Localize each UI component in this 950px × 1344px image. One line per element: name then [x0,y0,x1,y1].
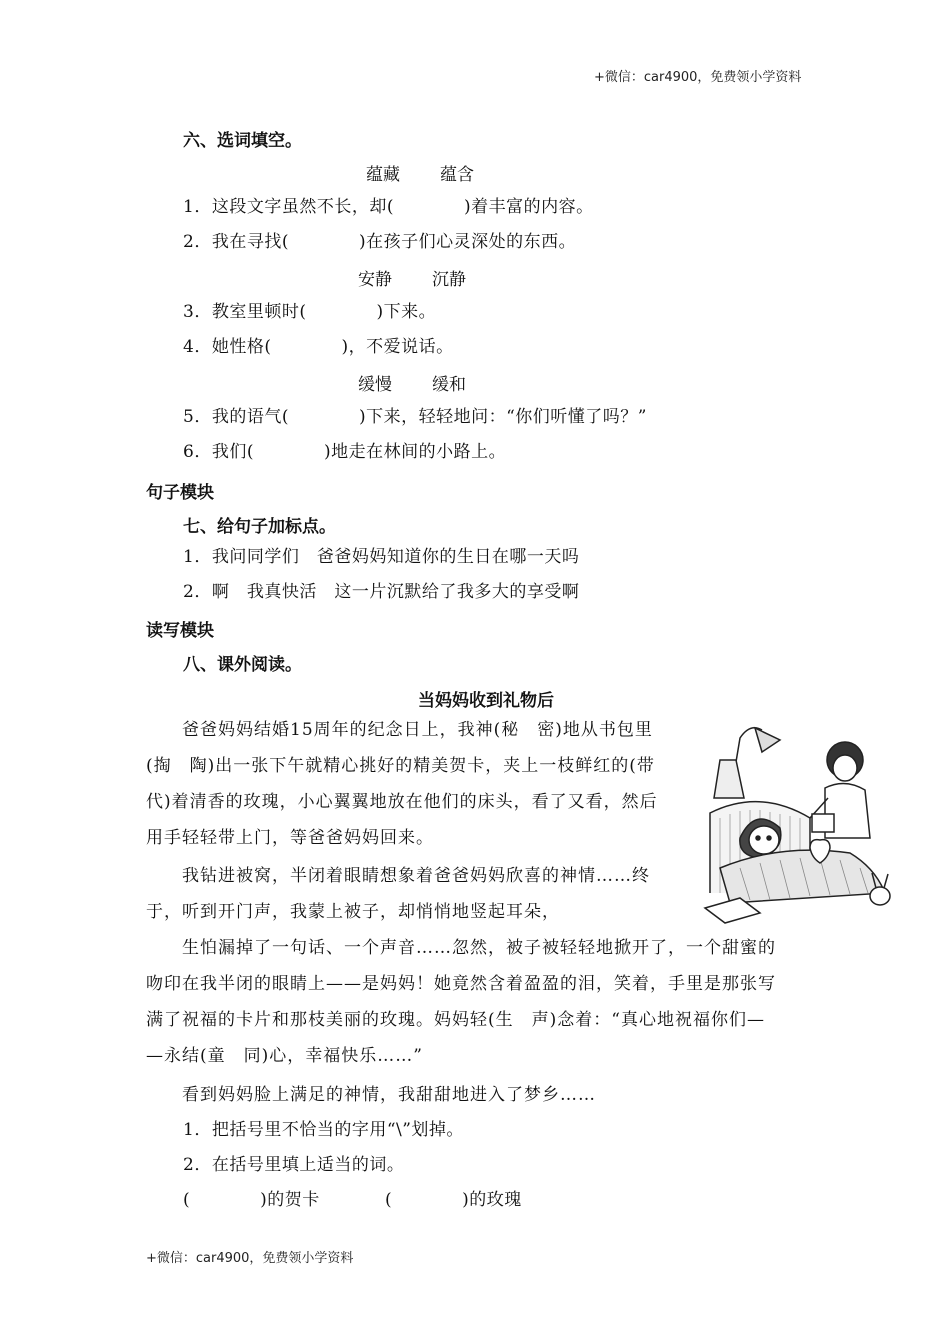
section6-title: 六、选词填空。 [183,131,302,151]
word-option: 安静 [358,270,392,290]
question-6-1: 1．这段文字虽然不长，却( )着丰富的内容。 [183,197,594,217]
word-option: 蕴含 [440,165,474,185]
word-option: 缓和 [432,375,466,395]
paragraph-1-line: (掏 陶)出一张下午就精心挑好的精美贺卡，夹上一枝鲜红的(带 [146,756,655,776]
word-option: 沉静 [432,270,466,290]
paragraph-2-line: 于，听到开门声，我蒙上被子，却悄悄地竖起耳朵， [146,902,560,922]
module-sentence-heading: 句子模块 [146,483,214,503]
paragraph-2-line: 我钻进被窝，半闭着眼睛想象着爸爸妈妈欣喜的神情……终 [146,866,650,886]
story-illustration [700,718,900,928]
word-option: 缓慢 [358,375,392,395]
paragraph-1-line: 代)着清香的玫瑰，小心翼翼地放在他们的床头，看了又看，然后 [146,792,658,812]
question-7-1: 1．我问同学们 爸爸妈妈知道你的生日在哪一天吗 [183,547,580,567]
paragraph-1-line: 爸爸妈妈结婚15周年的纪念日上，我神(秘 密)地从书包里 [146,720,653,740]
word-option: 蕴藏 [366,165,400,185]
paragraph-3-line: —永结(童 同)心，幸福快乐……” [146,1046,423,1066]
word-group-1 [366,160,474,185]
question-6-5: 5．我的语气( )下来，轻轻地问：“你们听懂了吗？” [183,407,647,427]
paragraph-1-line: 用手轻轻带上门，等爸爸妈妈回来。 [146,828,434,848]
question-6-6: 6．我们( )地走在林间的小路上。 [183,442,507,462]
paragraph-3-line: 满了祝福的卡片和那枝美丽的玫瑰。妈妈轻(生 声)念着：“真心地祝福你们— [146,1010,765,1030]
question-8-1: 1．把括号里不恰当的字用“\”划掉。 [183,1120,464,1140]
module-reading-heading: 读写模块 [146,621,214,641]
blank-rose: ( )的玫瑰 [385,1190,522,1210]
paragraph-3-line: 吻印在我半闭的眼睛上——是妈妈！她竟然含着盈盈的泪，笑着，手里是那张写 [146,974,776,994]
question-6-3: 3．教室里顿时( )下来。 [183,302,437,322]
header-watermark: +微信：car4900，免费领小学资料 [594,70,802,85]
question-7-2: 2．啊 我真快活 这一片沉默给了我多大的享受啊 [183,582,580,602]
section7-title: 七、给句子加标点。 [183,517,336,537]
section8-title: 八、课外阅读。 [183,655,302,675]
question-6-4: 4．她性格( )，不爱说话。 [183,337,454,357]
question-8-2: 2．在括号里填上适当的词。 [183,1155,405,1175]
story-title: 当妈妈收到礼物后 [418,691,554,711]
paragraph-4: 看到妈妈脸上满足的神情，我甜甜地进入了梦乡…… [146,1085,596,1105]
footer-watermark: +微信：car4900，免费领小学资料 [146,1251,354,1266]
paragraph-3-line: 生怕漏掉了一句话、一个声音……忽然，被子被轻轻地掀开了，一个甜蜜的 [146,938,776,958]
blank-card: ( )的贺卡 [183,1190,320,1210]
word-group-2 [358,265,466,290]
question-6-2: 2．我在寻找( )在孩子们心灵深处的东西。 [183,232,577,252]
word-group-3 [358,370,466,395]
